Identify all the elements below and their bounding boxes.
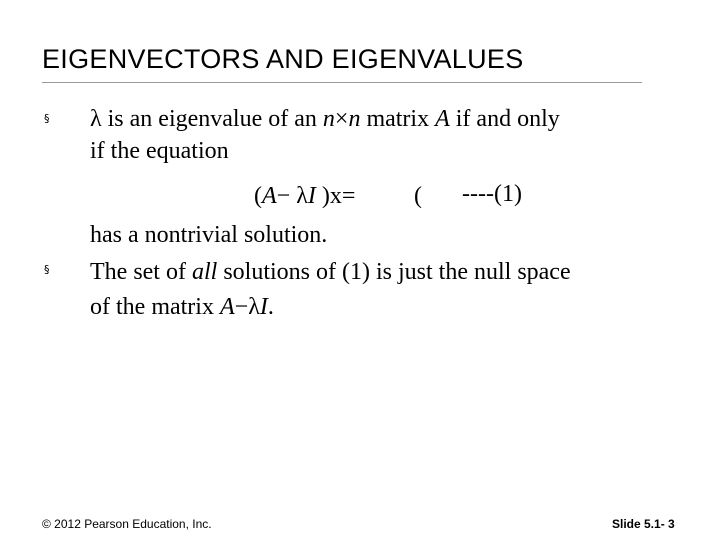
dim-n2: n [348,106,361,132]
copyright-footer: © 2012 Pearson Education, Inc. [42,517,212,531]
bullet-1-line-2: if the equation [90,138,229,164]
eq-A: A [262,183,277,209]
bullet-2-text-c: of the matrix [90,294,220,320]
eq-lambda: λ [296,183,308,209]
bullet-marker-2: § [44,263,50,276]
eq-open-paren: ( [254,183,262,209]
bullet-1-text-c: if and only [449,106,560,132]
bullet-1-line-1 [90,105,560,133]
bullet-2-text-a: The set of [90,259,192,285]
slide-number: Slide 5.1- 3 [612,517,675,531]
eq-I: I [307,183,316,209]
all-word: all [191,259,218,285]
nontrivial-line: has a nontrivial solution. [90,222,328,248]
dim-n1: n [322,106,335,132]
bullet-2-text-b: solutions of (1) is just the null space [217,259,571,285]
expr-period: . [267,294,274,320]
eq-close-x-eq: )x= [321,183,356,209]
title-divider [42,82,642,83]
bullet-2-line-1 [90,258,571,286]
bullet-2-line-2 [90,293,274,321]
bullet-1-text-b: matrix [360,106,436,132]
equation-label: ----(1) [462,181,522,207]
matrix-A: A [435,106,450,132]
expr-lambda: λ [248,294,260,320]
expr-minus: − [234,294,249,320]
expr-I: I [259,294,268,320]
dim-times: × [334,106,349,132]
eq-zero-paren: ( [414,183,422,209]
expr-A: A [219,294,235,320]
equation-lhs [254,182,355,210]
bullet-1-text-a: is an eigenvalue of an [101,106,323,132]
bullet-marker-1: § [44,112,50,125]
lambda-symbol: λ [90,106,102,132]
slide-title: EIGENVECTORS AND EIGENVALUES [42,44,524,74]
eq-minus: − [276,183,291,209]
